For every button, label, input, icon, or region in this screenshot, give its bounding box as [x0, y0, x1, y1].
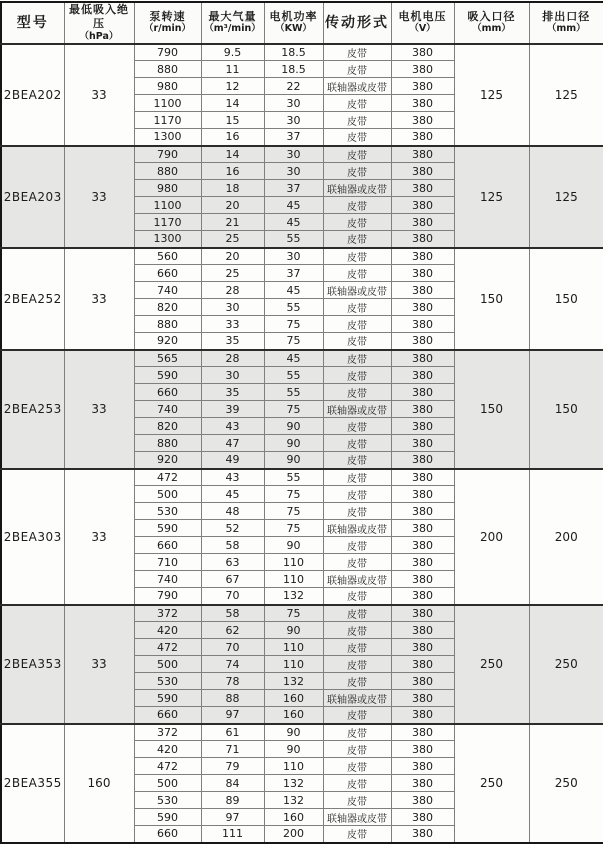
voltage-cell: 380	[391, 758, 454, 775]
outlet-diameter-cell: 150	[529, 248, 603, 350]
speed-cell: 472	[134, 758, 201, 775]
power-cell: 90	[264, 435, 323, 452]
outlet-diameter-cell: 250	[529, 724, 603, 843]
model-cell: 2BEA202	[1, 44, 64, 146]
power-cell: 30	[264, 95, 323, 112]
speed-cell: 660	[134, 384, 201, 401]
speed-cell: 1300	[134, 129, 201, 146]
voltage-cell: 380	[391, 180, 454, 197]
volume-cell: 70	[201, 588, 264, 605]
drive-type-cell: 皮带	[323, 826, 391, 843]
column-header-unit: （mm）	[546, 23, 586, 35]
drive-type-cell: 皮带	[323, 197, 391, 214]
speed-cell: 1170	[134, 214, 201, 231]
column-header	[323, 2, 391, 44]
drive-type-cell: 皮带	[323, 333, 391, 350]
speed-cell: 530	[134, 792, 201, 809]
drive-type-cell: 皮带	[323, 622, 391, 639]
volume-cell: 35	[201, 333, 264, 350]
power-cell: 90	[264, 537, 323, 554]
power-cell: 45	[264, 282, 323, 299]
volume-cell: 15	[201, 112, 264, 129]
power-cell: 110	[264, 554, 323, 571]
volume-cell: 11	[201, 61, 264, 78]
outlet-diameter-cell: 125	[529, 44, 603, 146]
speed-cell: 560	[134, 248, 201, 265]
voltage-cell: 380	[391, 350, 454, 367]
power-cell: 75	[264, 605, 323, 622]
table-row	[1, 146, 603, 163]
speed-cell: 1100	[134, 197, 201, 214]
power-cell: 90	[264, 622, 323, 639]
power-cell: 132	[264, 775, 323, 792]
voltage-cell: 380	[391, 61, 454, 78]
drive-type-cell: 皮带	[323, 775, 391, 792]
speed-cell: 1300	[134, 231, 201, 248]
voltage-cell: 380	[391, 44, 454, 61]
power-cell: 30	[264, 146, 323, 163]
min-pressure-cell: 160	[64, 724, 134, 843]
speed-cell: 565	[134, 350, 201, 367]
outlet-diameter-cell: 200	[529, 469, 603, 605]
volume-cell: 33	[201, 316, 264, 333]
voltage-cell: 380	[391, 197, 454, 214]
outlet-diameter-cell: 125	[529, 146, 603, 248]
drive-type-cell: 联轴器或皮带	[323, 571, 391, 588]
drive-type-cell: 皮带	[323, 265, 391, 282]
header-row	[1, 2, 603, 44]
voltage-cell: 380	[391, 95, 454, 112]
speed-cell: 372	[134, 724, 201, 741]
power-cell: 132	[264, 792, 323, 809]
drive-type-cell: 皮带	[323, 588, 391, 605]
drive-type-cell: 皮带	[323, 673, 391, 690]
voltage-cell: 380	[391, 792, 454, 809]
speed-cell: 472	[134, 469, 201, 486]
power-cell: 30	[264, 248, 323, 265]
speed-cell: 980	[134, 180, 201, 197]
voltage-cell: 380	[391, 231, 454, 248]
power-cell: 37	[264, 129, 323, 146]
drive-type-cell: 皮带	[323, 316, 391, 333]
power-cell: 110	[264, 639, 323, 656]
speed-cell: 660	[134, 537, 201, 554]
volume-cell: 28	[201, 282, 264, 299]
volume-cell: 79	[201, 758, 264, 775]
volume-cell: 70	[201, 639, 264, 656]
volume-cell: 9.5	[201, 44, 264, 61]
power-cell: 200	[264, 826, 323, 843]
drive-type-cell: 皮带	[323, 469, 391, 486]
drive-type-cell: 皮带	[323, 129, 391, 146]
speed-cell: 880	[134, 61, 201, 78]
speed-cell: 880	[134, 435, 201, 452]
volume-cell: 14	[201, 95, 264, 112]
volume-cell: 97	[201, 707, 264, 724]
inlet-diameter-cell: 125	[454, 44, 529, 146]
speed-cell: 790	[134, 44, 201, 61]
drive-type-cell: 皮带	[323, 384, 391, 401]
power-cell: 45	[264, 197, 323, 214]
voltage-cell: 380	[391, 248, 454, 265]
column-header-unit: （KW）	[275, 23, 312, 35]
voltage-cell: 380	[391, 554, 454, 571]
drive-type-cell: 皮带	[323, 656, 391, 673]
drive-type-cell: 皮带	[323, 214, 391, 231]
voltage-cell: 380	[391, 724, 454, 741]
power-cell: 132	[264, 588, 323, 605]
inlet-diameter-cell: 200	[454, 469, 529, 605]
volume-cell: 20	[201, 197, 264, 214]
drive-type-cell: 皮带	[323, 248, 391, 265]
speed-cell: 920	[134, 333, 201, 350]
speed-cell: 590	[134, 520, 201, 537]
drive-type-cell: 皮带	[323, 486, 391, 503]
volume-cell: 30	[201, 299, 264, 316]
drive-type-cell: 皮带	[323, 231, 391, 248]
table-row	[1, 350, 603, 367]
power-cell: 45	[264, 214, 323, 231]
power-cell: 90	[264, 741, 323, 758]
speed-cell: 980	[134, 78, 201, 95]
speed-cell: 530	[134, 503, 201, 520]
voltage-cell: 380	[391, 452, 454, 469]
volume-cell: 20	[201, 248, 264, 265]
voltage-cell: 380	[391, 588, 454, 605]
model-cell: 2BEA252	[1, 248, 64, 350]
voltage-cell: 380	[391, 163, 454, 180]
drive-type-cell: 皮带	[323, 350, 391, 367]
drive-type-cell: 皮带	[323, 44, 391, 61]
speed-cell: 420	[134, 741, 201, 758]
voltage-cell: 380	[391, 673, 454, 690]
speed-cell: 880	[134, 163, 201, 180]
drive-type-cell: 皮带	[323, 537, 391, 554]
drive-type-cell: 联轴器或皮带	[323, 282, 391, 299]
power-cell: 110	[264, 571, 323, 588]
volume-cell: 43	[201, 418, 264, 435]
speed-cell: 1170	[134, 112, 201, 129]
volume-cell: 58	[201, 605, 264, 622]
power-cell: 160	[264, 707, 323, 724]
table-row	[1, 248, 603, 265]
voltage-cell: 380	[391, 418, 454, 435]
outlet-diameter-cell: 150	[529, 350, 603, 469]
column-header-title: 排出口径	[542, 10, 591, 24]
column-header	[391, 2, 454, 44]
column-header-unit: （mm）	[472, 23, 511, 35]
model-cell: 2BEA353	[1, 605, 64, 724]
drive-type-cell: 皮带	[323, 61, 391, 78]
volume-cell: 25	[201, 265, 264, 282]
power-cell: 160	[264, 690, 323, 707]
voltage-cell: 380	[391, 435, 454, 452]
column-header-title: 电机功率	[269, 10, 318, 24]
power-cell: 160	[264, 809, 323, 826]
power-cell: 55	[264, 367, 323, 384]
power-cell: 55	[264, 231, 323, 248]
volume-cell: 39	[201, 401, 264, 418]
voltage-cell: 380	[391, 622, 454, 639]
drive-type-cell: 皮带	[323, 792, 391, 809]
column-header	[264, 2, 323, 44]
volume-cell: 16	[201, 163, 264, 180]
inlet-diameter-cell: 125	[454, 146, 529, 248]
volume-cell: 89	[201, 792, 264, 809]
inlet-diameter-cell: 250	[454, 605, 529, 724]
drive-type-cell: 皮带	[323, 707, 391, 724]
volume-cell: 45	[201, 486, 264, 503]
column-header	[454, 2, 529, 44]
speed-cell: 590	[134, 367, 201, 384]
column-header-unit: （m³/min）	[204, 23, 261, 35]
power-cell: 30	[264, 112, 323, 129]
speed-cell: 530	[134, 673, 201, 690]
volume-cell: 48	[201, 503, 264, 520]
min-pressure-cell: 33	[64, 469, 134, 605]
volume-cell: 88	[201, 690, 264, 707]
speed-cell: 660	[134, 707, 201, 724]
speed-cell: 790	[134, 588, 201, 605]
volume-cell: 35	[201, 384, 264, 401]
power-cell: 110	[264, 656, 323, 673]
drive-type-cell: 皮带	[323, 112, 391, 129]
power-cell: 90	[264, 418, 323, 435]
power-cell: 55	[264, 299, 323, 316]
column-header	[1, 2, 64, 44]
power-cell: 90	[264, 724, 323, 741]
volume-cell: 63	[201, 554, 264, 571]
speed-cell: 820	[134, 418, 201, 435]
drive-type-cell: 联轴器或皮带	[323, 809, 391, 826]
speed-cell: 660	[134, 826, 201, 843]
speed-cell: 372	[134, 605, 201, 622]
volume-cell: 18	[201, 180, 264, 197]
column-header-title: 最低吸入绝压	[69, 3, 129, 31]
volume-cell: 43	[201, 469, 264, 486]
drive-type-cell: 联轴器或皮带	[323, 401, 391, 418]
voltage-cell: 380	[391, 78, 454, 95]
model-cell: 2BEA253	[1, 350, 64, 469]
speed-cell: 500	[134, 656, 201, 673]
drive-type-cell: 皮带	[323, 418, 391, 435]
power-cell: 55	[264, 469, 323, 486]
power-cell: 18.5	[264, 61, 323, 78]
column-header-title: 吸入口径	[467, 10, 516, 24]
speed-cell: 420	[134, 622, 201, 639]
volume-cell: 71	[201, 741, 264, 758]
voltage-cell: 380	[391, 571, 454, 588]
inlet-diameter-cell: 250	[454, 724, 529, 843]
drive-type-cell: 皮带	[323, 435, 391, 452]
voltage-cell: 380	[391, 639, 454, 656]
drive-type-cell: 皮带	[323, 299, 391, 316]
power-cell: 75	[264, 520, 323, 537]
speed-cell: 660	[134, 265, 201, 282]
volume-cell: 74	[201, 656, 264, 673]
volume-cell: 61	[201, 724, 264, 741]
min-pressure-cell: 33	[64, 146, 134, 248]
volume-cell: 52	[201, 520, 264, 537]
speed-cell: 710	[134, 554, 201, 571]
voltage-cell: 380	[391, 282, 454, 299]
volume-cell: 30	[201, 367, 264, 384]
volume-cell: 49	[201, 452, 264, 469]
column-header-unit: （V）	[409, 23, 436, 35]
inlet-diameter-cell: 150	[454, 248, 529, 350]
column-header-title: 最大气量	[208, 10, 257, 24]
speed-cell: 500	[134, 486, 201, 503]
voltage-cell: 380	[391, 503, 454, 520]
column-header	[529, 2, 603, 44]
table-row	[1, 469, 603, 486]
volume-cell: 62	[201, 622, 264, 639]
speed-cell: 820	[134, 299, 201, 316]
voltage-cell: 380	[391, 537, 454, 554]
power-cell: 55	[264, 384, 323, 401]
voltage-cell: 380	[391, 469, 454, 486]
power-cell: 90	[264, 452, 323, 469]
drive-type-cell: 联轴器或皮带	[323, 180, 391, 197]
voltage-cell: 380	[391, 367, 454, 384]
voltage-cell: 380	[391, 775, 454, 792]
drive-type-cell: 皮带	[323, 503, 391, 520]
volume-cell: 28	[201, 350, 264, 367]
column-header-unit: （hPa）	[79, 30, 119, 42]
voltage-cell: 380	[391, 333, 454, 350]
speed-cell: 740	[134, 282, 201, 299]
volume-cell: 67	[201, 571, 264, 588]
model-cell: 2BEA203	[1, 146, 64, 248]
drive-type-cell: 联轴器或皮带	[323, 690, 391, 707]
volume-cell: 111	[201, 826, 264, 843]
speed-cell: 740	[134, 571, 201, 588]
power-cell: 75	[264, 333, 323, 350]
speed-cell: 500	[134, 775, 201, 792]
model-cell: 2BEA355	[1, 724, 64, 843]
power-cell: 45	[264, 350, 323, 367]
voltage-cell: 380	[391, 656, 454, 673]
voltage-cell: 380	[391, 129, 454, 146]
power-cell: 132	[264, 673, 323, 690]
volume-cell: 21	[201, 214, 264, 231]
volume-cell: 47	[201, 435, 264, 452]
voltage-cell: 380	[391, 299, 454, 316]
table-row	[1, 605, 603, 622]
min-pressure-cell: 33	[64, 605, 134, 724]
voltage-cell: 380	[391, 146, 454, 163]
column-header-title: 电机电压	[398, 10, 447, 24]
volume-cell: 12	[201, 78, 264, 95]
drive-type-cell: 皮带	[323, 95, 391, 112]
voltage-cell: 380	[391, 741, 454, 758]
drive-type-cell: 皮带	[323, 367, 391, 384]
voltage-cell: 380	[391, 316, 454, 333]
voltage-cell: 380	[391, 486, 454, 503]
drive-type-cell: 皮带	[323, 639, 391, 656]
drive-type-cell: 皮带	[323, 724, 391, 741]
min-pressure-cell: 33	[64, 248, 134, 350]
power-cell: 30	[264, 163, 323, 180]
table-row	[1, 44, 603, 61]
column-header-unit: （r/min）	[143, 23, 192, 35]
volume-cell: 78	[201, 673, 264, 690]
volume-cell: 14	[201, 146, 264, 163]
column-header-title: 传动形式	[325, 14, 389, 31]
power-cell: 22	[264, 78, 323, 95]
drive-type-cell: 皮带	[323, 554, 391, 571]
voltage-cell: 380	[391, 384, 454, 401]
speed-cell: 590	[134, 690, 201, 707]
volume-cell: 97	[201, 809, 264, 826]
voltage-cell: 380	[391, 214, 454, 231]
volume-cell: 25	[201, 231, 264, 248]
voltage-cell: 380	[391, 112, 454, 129]
speed-cell: 472	[134, 639, 201, 656]
drive-type-cell: 联轴器或皮带	[323, 520, 391, 537]
voltage-cell: 380	[391, 605, 454, 622]
power-cell: 75	[264, 503, 323, 520]
outlet-diameter-cell: 250	[529, 605, 603, 724]
column-header-title: 型号	[16, 14, 49, 31]
drive-type-cell: 皮带	[323, 605, 391, 622]
drive-type-cell: 皮带	[323, 163, 391, 180]
voltage-cell: 380	[391, 826, 454, 843]
column-header	[134, 2, 201, 44]
model-cell: 2BEA303	[1, 469, 64, 605]
speed-cell: 740	[134, 401, 201, 418]
speed-cell: 590	[134, 809, 201, 826]
voltage-cell: 380	[391, 520, 454, 537]
drive-type-cell: 联轴器或皮带	[323, 78, 391, 95]
speed-cell: 880	[134, 316, 201, 333]
min-pressure-cell: 33	[64, 350, 134, 469]
voltage-cell: 380	[391, 809, 454, 826]
volume-cell: 16	[201, 129, 264, 146]
voltage-cell: 380	[391, 690, 454, 707]
power-cell: 18.5	[264, 44, 323, 61]
drive-type-cell: 皮带	[323, 758, 391, 775]
column-header-title: 泵转速	[149, 10, 186, 24]
speed-cell: 920	[134, 452, 201, 469]
voltage-cell: 380	[391, 707, 454, 724]
table-row	[1, 724, 603, 741]
min-pressure-cell: 33	[64, 44, 134, 146]
drive-type-cell: 皮带	[323, 146, 391, 163]
drive-type-cell: 皮带	[323, 452, 391, 469]
column-header	[64, 2, 134, 44]
inlet-diameter-cell: 150	[454, 350, 529, 469]
drive-type-cell: 皮带	[323, 741, 391, 758]
power-cell: 37	[264, 180, 323, 197]
voltage-cell: 380	[391, 401, 454, 418]
power-cell: 75	[264, 401, 323, 418]
volume-cell: 58	[201, 537, 264, 554]
power-cell: 75	[264, 486, 323, 503]
power-cell: 37	[264, 265, 323, 282]
power-cell: 110	[264, 758, 323, 775]
power-cell: 75	[264, 316, 323, 333]
voltage-cell: 380	[391, 265, 454, 282]
volume-cell: 84	[201, 775, 264, 792]
pump-spec-table	[0, 1, 603, 844]
speed-cell: 1100	[134, 95, 201, 112]
column-header	[201, 2, 264, 44]
speed-cell: 790	[134, 146, 201, 163]
